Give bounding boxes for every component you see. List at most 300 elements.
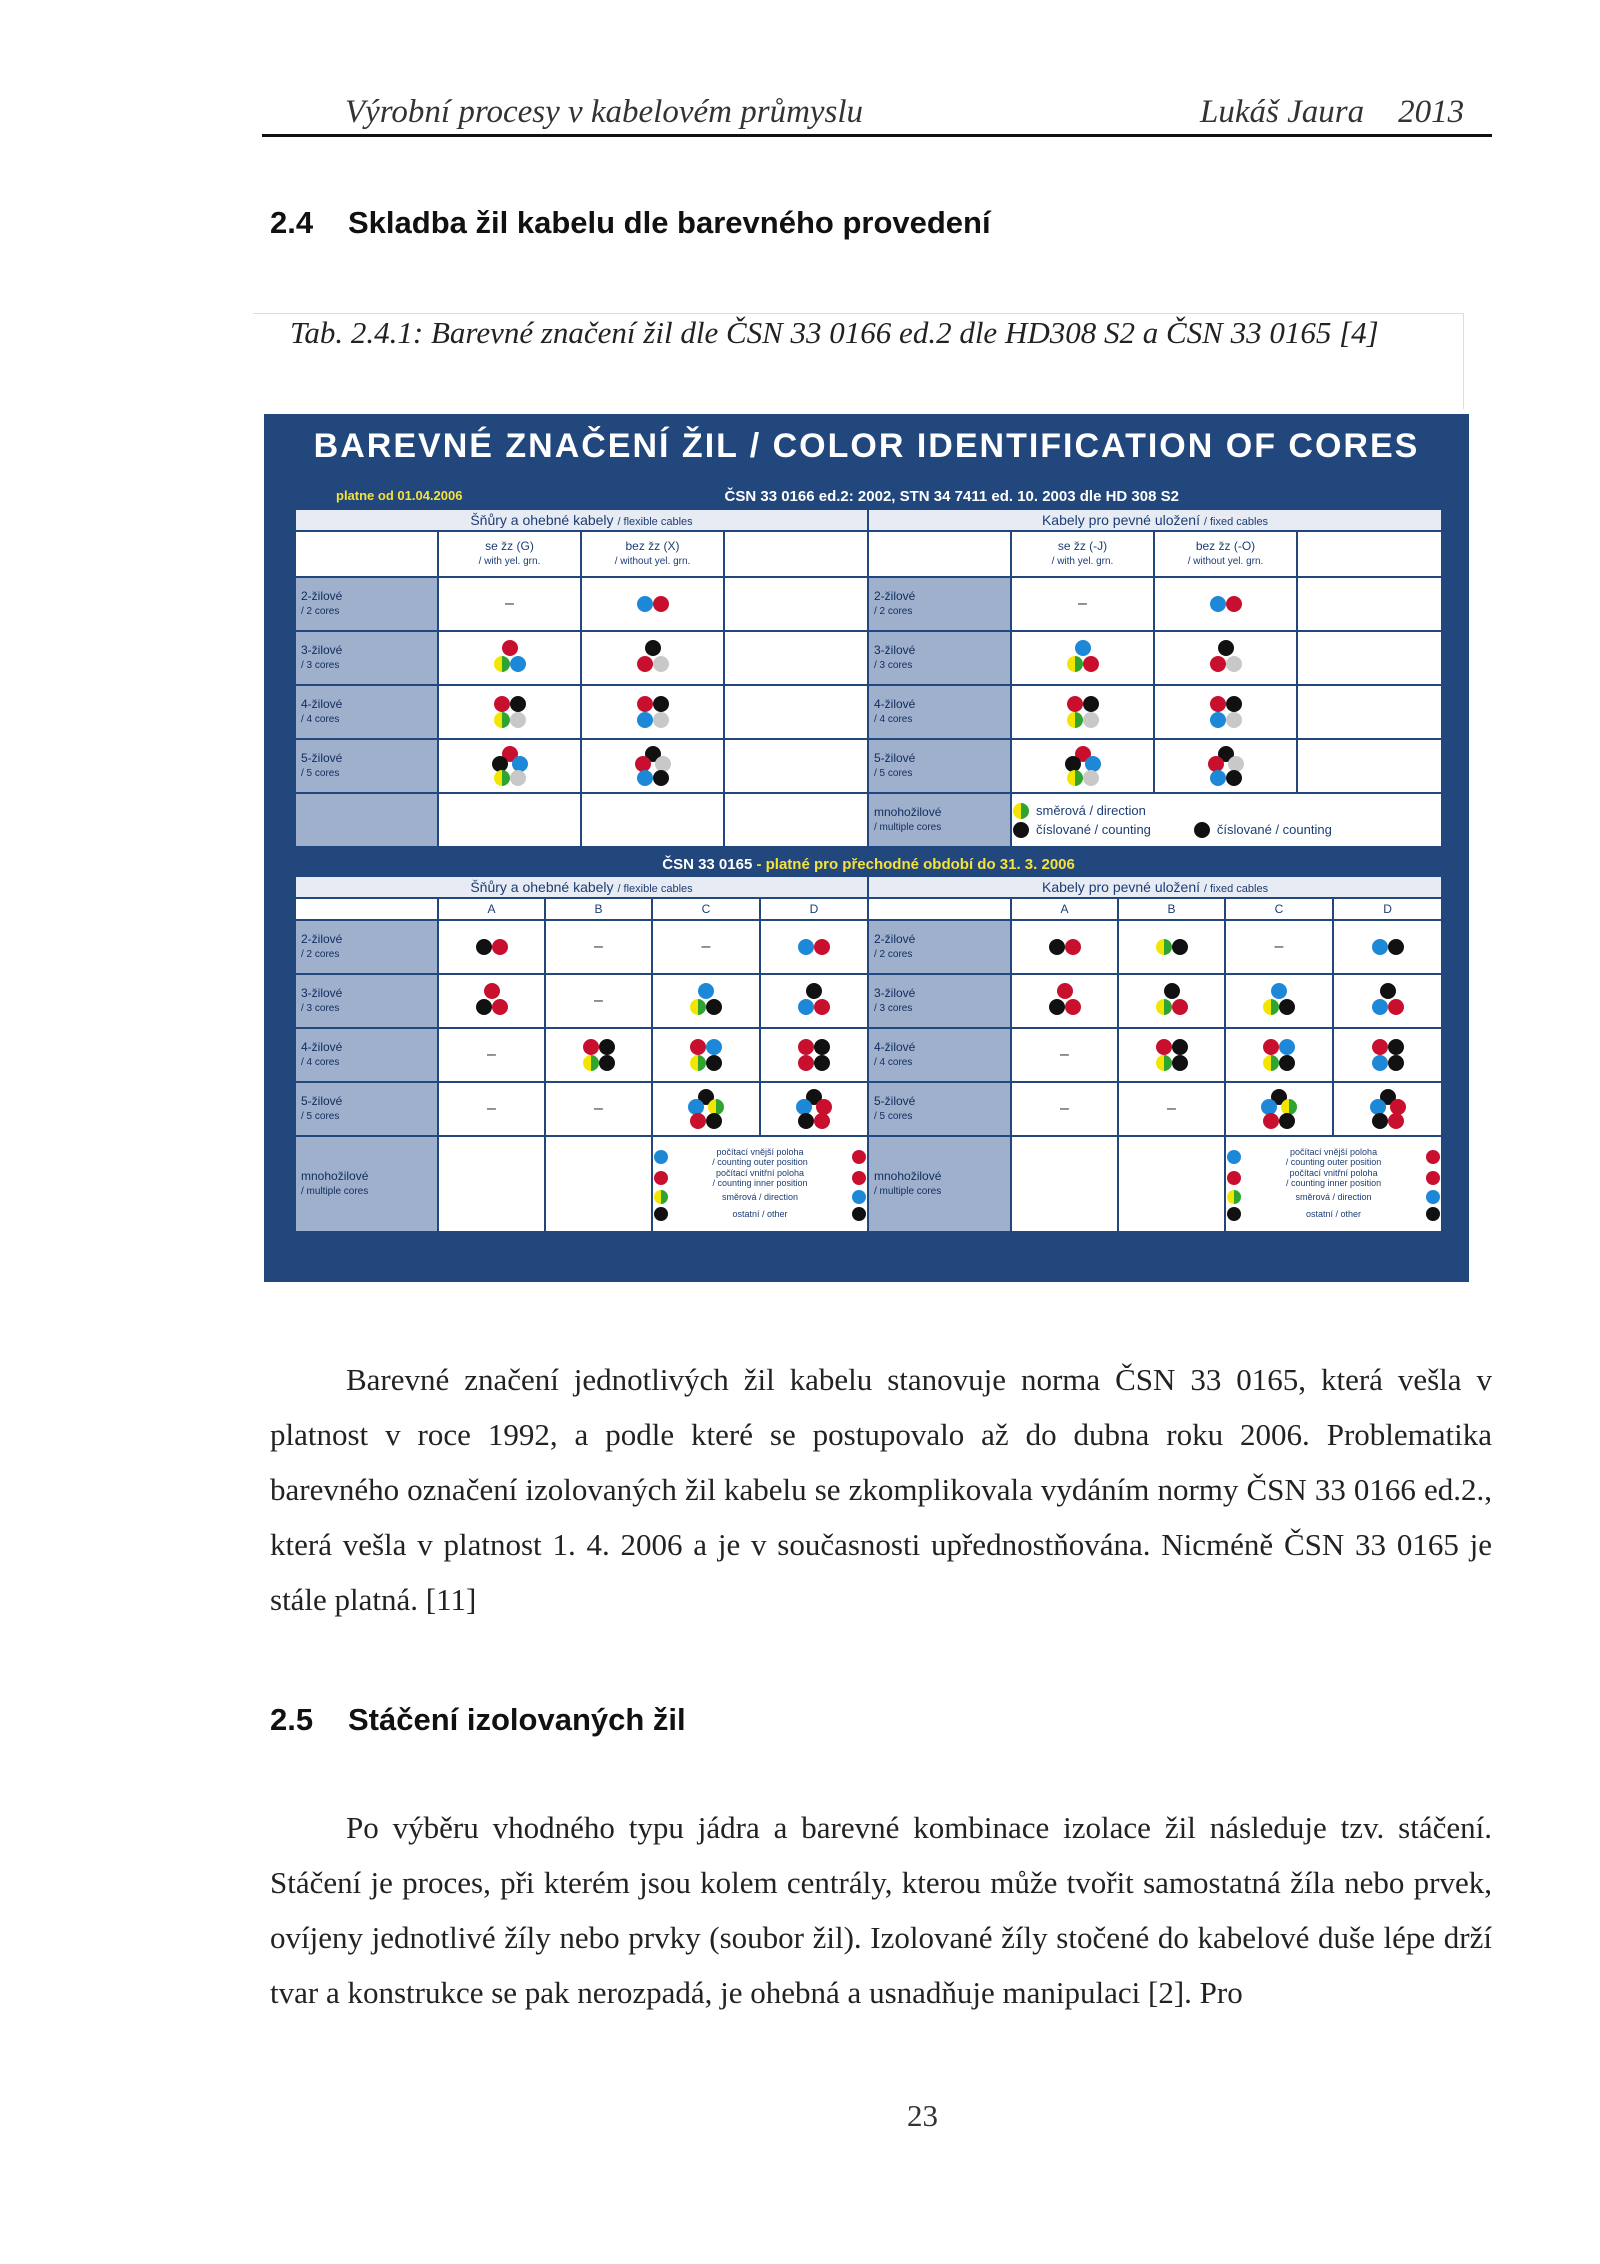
cores-icon: [1368, 1089, 1408, 1129]
empty-col: [1297, 531, 1442, 577]
paragraph-2: [270, 1800, 1492, 2020]
core-black: [599, 1039, 615, 1055]
red-mark-icon: [653, 1170, 669, 1186]
core-black: [1013, 822, 1029, 838]
row-label-3: [868, 631, 1011, 685]
core-green-half: [698, 1055, 706, 1071]
core-black: [1372, 1113, 1388, 1129]
core-red: [1065, 999, 1081, 1015]
core-blue: [796, 1099, 812, 1115]
core-black: [852, 1207, 866, 1221]
empty-cell: [438, 793, 581, 847]
direction-mark-icon: [1012, 802, 1030, 820]
multi-cz: mnohožilové: [874, 805, 942, 819]
row-label-4: [295, 1028, 438, 1082]
col-x-label: bez žz (X): [625, 539, 680, 553]
core-yellow-half: [1013, 803, 1021, 819]
core-black: [1279, 1113, 1295, 1129]
core-red: [1372, 1039, 1388, 1055]
core-blue: [637, 596, 653, 612]
core-green-half: [1164, 939, 1172, 955]
core-black: [1083, 696, 1099, 712]
row-label-2: [868, 920, 1011, 974]
legend-inner: [653, 1168, 867, 1188]
row-cz: 5-žilové: [874, 751, 916, 765]
dash-cell: –: [438, 1028, 545, 1082]
cores-cell: [545, 1028, 652, 1082]
legend-direction-text: směrová / direction: [1036, 802, 1146, 818]
cores-cell: [1118, 1028, 1225, 1082]
empty-corner: [868, 531, 1011, 577]
row-en: / 3 cores: [301, 660, 340, 671]
core-green-half: [1164, 999, 1172, 1015]
cores-icon: [686, 981, 726, 1021]
core-red: [1426, 1171, 1440, 1185]
core-black: [1172, 1055, 1188, 1071]
row-label-3: [295, 631, 438, 685]
col-j: [1011, 531, 1154, 577]
row-cz: 4-žilové: [301, 1040, 343, 1054]
cores-icon: [472, 981, 512, 1021]
fixed-cables-header: [868, 509, 1442, 531]
cores-icon: [686, 1035, 726, 1075]
core-black: [706, 1055, 722, 1071]
row-en: / 2 cores: [874, 606, 913, 617]
core-black: [654, 1207, 668, 1221]
black-mark-icon: [1425, 1206, 1441, 1222]
col-g: [438, 531, 581, 577]
cores-icon: [686, 1089, 726, 1129]
table-old-standard: [294, 851, 1443, 1233]
row-label-4: [868, 685, 1011, 739]
core-yellow-half: [1156, 1055, 1164, 1071]
fixed-header-en: / fixed cables: [1203, 516, 1269, 528]
core-blue: [798, 939, 814, 955]
dash-cell: –: [1011, 577, 1154, 631]
cores-icon: [1152, 981, 1192, 1021]
core-red: [637, 656, 653, 672]
standard-old-note: - platné pro přechodné období do 31. 3. 2006: [752, 855, 1075, 873]
legend-inner-text: počítací vnitřní poloha: [715, 1167, 805, 1178]
section-number: 2.4: [270, 205, 314, 240]
cores-icon: [1063, 638, 1103, 678]
legend-outer: [1226, 1147, 1441, 1167]
core-black: [510, 696, 526, 712]
fixed-cables-header-old: [868, 876, 1442, 898]
cores-cell: [1118, 920, 1225, 974]
core-blue: [698, 983, 714, 999]
core-black: [1194, 822, 1210, 838]
empty-cell: [1297, 631, 1442, 685]
cores-cell: [1225, 1082, 1333, 1136]
core-yellow-half: [1067, 656, 1075, 672]
core-red: [1065, 939, 1081, 955]
core-black: [1172, 1039, 1188, 1055]
core-green-half: [716, 1099, 724, 1115]
row-en: / 2 cores: [874, 949, 913, 960]
core-red: [798, 1039, 814, 1055]
blue-mark-icon: [851, 1189, 867, 1205]
valid-from: platne od 01.04.2006: [336, 487, 463, 503]
row-cz: 3-žilové: [301, 986, 343, 1000]
col-letter-b: B: [1118, 898, 1225, 920]
core-black: [1049, 999, 1065, 1015]
blue-mark-icon: [1226, 1149, 1242, 1165]
core-yellow-half: [1227, 1190, 1234, 1204]
multi-cz: mnohožilové: [301, 1169, 369, 1183]
legend-dir-text: směrová / direction: [1295, 1191, 1372, 1202]
cores-icon: [1206, 692, 1246, 732]
empty-cell: [545, 1136, 652, 1232]
row-en: / 3 cores: [301, 1003, 340, 1014]
legend-dir: [653, 1189, 867, 1205]
core-black: [1049, 939, 1065, 955]
core-blue: [512, 756, 528, 772]
page-number: 23: [907, 2098, 938, 2133]
core-red: [690, 1113, 706, 1129]
core-red: [1210, 656, 1226, 672]
core-grey: [1226, 656, 1242, 672]
core-yellow-half: [654, 1190, 661, 1204]
col-j-en: / with yel. grn.: [1051, 556, 1114, 567]
multi-legend-fixed: [1225, 1136, 1442, 1232]
legend-row-counting: [1012, 821, 1441, 839]
core-black: [814, 1055, 830, 1071]
legend-other-text: ostatní / other: [1306, 1208, 1362, 1219]
multi-legend-upper: [1011, 793, 1442, 847]
core-blue: [852, 1190, 866, 1204]
col-letter-d: D: [1333, 898, 1442, 920]
row-label-5: [295, 1082, 438, 1136]
core-grey: [510, 770, 526, 786]
core-red: [484, 983, 500, 999]
row-label-2: [868, 577, 1011, 631]
core-black: [1227, 1207, 1241, 1221]
cores-cell: [1333, 1082, 1442, 1136]
row-cz: 4-žilové: [301, 697, 343, 711]
cores-cell: [1011, 739, 1154, 793]
cores-icon: [1063, 746, 1103, 786]
row-en: / 5 cores: [301, 768, 340, 779]
row-cz: 5-žilové: [301, 1094, 343, 1108]
core-grey: [1228, 756, 1244, 772]
core-red: [814, 1113, 830, 1129]
col-j-label: se žz (-J): [1057, 539, 1108, 553]
cores-icon: [794, 1089, 834, 1129]
core-red: [816, 1099, 832, 1115]
core-black: [706, 1113, 722, 1129]
legend-inner-text: počítací vnitřní poloha: [1289, 1167, 1378, 1178]
core-yellow-half: [690, 1055, 698, 1071]
core-green-half: [1075, 770, 1083, 786]
cores-icon: [794, 1035, 834, 1075]
cores-icon: [1259, 1089, 1299, 1129]
cores-cell: [1333, 920, 1442, 974]
dash-cell: –: [545, 974, 652, 1028]
core-black: [1388, 1055, 1404, 1071]
core-blue: [1279, 1039, 1295, 1055]
row-en: / 3 cores: [874, 660, 913, 671]
row-en: / 4 cores: [874, 1057, 913, 1068]
black-mark-icon: [851, 1206, 867, 1222]
row-cz: 3-žilové: [874, 643, 916, 657]
cores-icon: [1368, 1035, 1408, 1075]
row-cz: 2-žilové: [874, 932, 916, 946]
running-header-author: [1200, 94, 1464, 131]
empty-cell: [581, 793, 724, 847]
core-red: [653, 596, 669, 612]
row-cz: 2-žilové: [301, 932, 343, 946]
core-blue: [1372, 939, 1388, 955]
cores-icon: [633, 584, 673, 624]
red-mark-icon: [851, 1170, 867, 1186]
cores-cell: [1154, 631, 1297, 685]
core-red: [852, 1150, 866, 1164]
cores-icon: [633, 746, 673, 786]
legend-outer: [653, 1147, 867, 1167]
core-blue: [1426, 1190, 1440, 1204]
legend-dir-text: směrová / direction: [721, 1191, 799, 1202]
cores-icon: [579, 1035, 619, 1075]
cores-icon: [490, 692, 530, 732]
empty-cell: [438, 1136, 545, 1232]
fixed-header-en: / fixed cables: [1203, 883, 1269, 895]
cores-icon: [490, 638, 530, 678]
legend-outer-text: počítací vnější poloha: [716, 1146, 804, 1157]
core-black: [814, 1039, 830, 1055]
core-blue: [1210, 770, 1226, 786]
figure-title: BAREVNÉ ZNAČENÍ ŽIL / COLOR IDENTIFICATION OF CORES: [313, 427, 1420, 465]
cores-cell: [760, 974, 868, 1028]
cores-icon: [633, 638, 673, 678]
cores-cell: [581, 631, 724, 685]
empty-cell: [724, 685, 868, 739]
cores-icon: [1259, 1035, 1299, 1075]
row-en: / 4 cores: [301, 1057, 340, 1068]
cores-cell: [1154, 739, 1297, 793]
cores-cell: [760, 920, 868, 974]
cores-cell: [1011, 631, 1154, 685]
core-red: [852, 1171, 866, 1185]
core-yellow-half: [1156, 999, 1164, 1015]
flex-header-en: / flexible cables: [617, 883, 693, 895]
core-green-half: [1271, 999, 1279, 1015]
core-blue: [706, 1039, 722, 1055]
cores-cell: [1333, 974, 1442, 1028]
cores-cell: [1225, 974, 1333, 1028]
cores-icon: [1063, 692, 1103, 732]
core-yellow-half: [494, 770, 502, 786]
col-x: [581, 531, 724, 577]
core-yellow-half: [1067, 770, 1075, 786]
standard-new-text: ČSN 33 0166 ed.2: 2002, STN 34 7411 ed. 10. 2003 dle HD 308 S2: [724, 487, 1179, 505]
row-label-2: [295, 920, 438, 974]
cores-cell: [438, 974, 545, 1028]
cores-icon: [1045, 927, 1085, 967]
row-cz: 4-žilové: [874, 1040, 916, 1054]
legend-inner-en: / counting inner position: [712, 1177, 808, 1188]
core-black: [645, 640, 661, 656]
col-o: [1154, 531, 1297, 577]
core-red: [494, 696, 510, 712]
empty-cell: [724, 739, 868, 793]
color-identification-figure: [264, 414, 1469, 1282]
core-blue: [1372, 1055, 1388, 1071]
core-green-half: [502, 770, 510, 786]
multi-en: / multiple cores: [301, 1186, 369, 1197]
row-label-3: [295, 974, 438, 1028]
standard-new-bar: [295, 483, 1442, 509]
core-grey: [1083, 712, 1099, 728]
empty-cell: [724, 577, 868, 631]
cores-cell: [1011, 974, 1118, 1028]
core-red: [1083, 656, 1099, 672]
core-blue: [1271, 983, 1287, 999]
empty-cell: [1297, 739, 1442, 793]
row-label-multi-empty: [295, 793, 438, 847]
core-green-half: [1271, 1055, 1279, 1071]
counting-mark-icon: [1012, 821, 1030, 839]
core-black: [1388, 1039, 1404, 1055]
core-black: [706, 999, 722, 1015]
cores-icon: [1045, 981, 1085, 1021]
core-black: [599, 1055, 615, 1071]
core-grey: [1226, 712, 1242, 728]
flex-header-cz: Šňůry a ohebné kabely: [470, 879, 614, 895]
cores-cell: [1118, 974, 1225, 1028]
core-black: [476, 999, 492, 1015]
dash-cell: –: [652, 920, 760, 974]
core-green-half: [698, 999, 706, 1015]
row-cz: 2-žilové: [301, 589, 343, 603]
core-red: [1263, 1113, 1279, 1129]
row-en: / 2 cores: [301, 606, 340, 617]
row-en: / 5 cores: [874, 1111, 913, 1122]
col-g-label: se žz (G): [485, 539, 534, 553]
core-black: [653, 770, 669, 786]
paragraph-1-text: Barevné značení jednotlivých žil kabelu stanovuje norma ČSN 33 0165, která vešla v platnost v roce 1992, a podle které se postupovalo až do dubna roku 2006. Problematika barevného označení izolovaných žil kabelu se zkomplikovala vydáním normy ČSN 33 0166 ed.2., která vešla v platnost 1. 4. 2006 a je v současnosti upřednostňována. Nicméně ČSN 33 0165 je stále platná. [11]: [270, 1362, 1492, 1617]
section-number: 2.5: [270, 1702, 314, 1737]
core-black: [1065, 756, 1081, 772]
blue-mark-icon: [1425, 1189, 1441, 1205]
col-g-en: / with yel. grn.: [478, 556, 541, 567]
core-black: [653, 696, 669, 712]
row-label-5: [868, 739, 1011, 793]
legend-other-text: ostatní / other: [732, 1208, 788, 1219]
row-en: / 4 cores: [301, 714, 340, 725]
legend-counting-text-2: číslované / counting: [1216, 821, 1332, 837]
legend-counting-text: číslované / counting: [1036, 821, 1151, 837]
core-red: [1390, 1099, 1406, 1115]
row-label-multi: [868, 1136, 1011, 1232]
cores-cell: [1225, 1028, 1333, 1082]
core-yellow-half: [1263, 999, 1271, 1015]
flex-cables-header-old: [295, 876, 868, 898]
dash-cell: –: [1225, 920, 1333, 974]
core-yellow-half: [494, 712, 502, 728]
running-header-title: Výrobní procesy v kabelovém průmyslu: [345, 94, 864, 130]
core-black: [1426, 1207, 1440, 1221]
core-blue: [1227, 1150, 1241, 1164]
row-label-multi: [295, 1136, 438, 1232]
core-red: [637, 696, 653, 712]
empty-cell: [1297, 577, 1442, 631]
legend-dir: [1226, 1189, 1441, 1205]
cores-cell: [652, 1028, 760, 1082]
row-label-multi: [868, 793, 1011, 847]
core-red: [502, 640, 518, 656]
core-black: [1380, 983, 1396, 999]
fixed-header-cz: Kabely pro pevné uložení: [1042, 879, 1200, 895]
core-red: [1067, 696, 1083, 712]
core-red: [1388, 999, 1404, 1015]
black-mark-icon: [1226, 1206, 1242, 1222]
row-cz: 3-žilové: [301, 643, 343, 657]
dash-cell: –: [545, 920, 652, 974]
core-blue: [654, 1150, 668, 1164]
row-en: / 5 cores: [301, 1111, 340, 1122]
section-heading-2-4: [270, 205, 991, 241]
col-letter-b: B: [545, 898, 652, 920]
legend-other: [653, 1206, 867, 1222]
row-label-5: [295, 739, 438, 793]
row-cz: 3-žilové: [874, 986, 916, 1000]
core-red: [1426, 1150, 1440, 1164]
cores-icon: [1259, 981, 1299, 1021]
core-red: [1388, 1113, 1404, 1129]
cores-icon: [633, 692, 673, 732]
dash-cell: –: [1118, 1082, 1225, 1136]
multi-en: / multiple cores: [874, 1186, 942, 1197]
col-letter-a: A: [1011, 898, 1118, 920]
cores-cell: [438, 920, 545, 974]
cores-cell: [438, 739, 581, 793]
core-black: [1164, 983, 1180, 999]
core-red: [1057, 983, 1073, 999]
core-green-half: [1075, 656, 1083, 672]
core-black: [798, 1113, 814, 1129]
core-black: [1279, 999, 1295, 1015]
dash-cell: –: [545, 1082, 652, 1136]
dash-cell: –: [438, 1082, 545, 1136]
empty-cell: [1297, 685, 1442, 739]
core-blue: [1261, 1099, 1277, 1115]
cores-cell: [760, 1082, 868, 1136]
multi-cz: mnohožilové: [874, 1169, 942, 1183]
cores-cell: [1154, 685, 1297, 739]
cores-cell: [1333, 1028, 1442, 1082]
core-green-half: [502, 712, 510, 728]
paragraph-2-text: Po výběru vhodného typu jádra a barevné kombinace izolace žil následuje tzv. stáčení. Stáčení je proces, při kterém jsou kolem centrály, kterou může tvořit samostatná žíla nebo prvek, ovíjeny jednotlivé žíly nebo prvky (soubor žil). Izolované žíly stočené do kabelové duše lépe drží tvar a konstrukce se pak nerozpadá, je ohebná a usnadňuje manipulaci [2]. Pro: [270, 1810, 1492, 2010]
core-green-half: [1234, 1190, 1241, 1204]
empty-corner: [868, 898, 1011, 920]
red-mark-icon: [1226, 1170, 1242, 1186]
core-red: [1208, 756, 1224, 772]
core-green-half: [591, 1055, 599, 1071]
legend-outer-en: / counting outer position: [1285, 1156, 1382, 1167]
core-grey: [653, 712, 669, 728]
row-en: / 2 cores: [301, 949, 340, 960]
black-mark-icon: [653, 1206, 669, 1222]
counting-mark-icon: [1193, 821, 1211, 839]
empty-cell: [724, 793, 868, 847]
row-cz: 4-žilové: [874, 697, 916, 711]
core-red: [1210, 696, 1226, 712]
core-blue: [798, 999, 814, 1015]
core-blue: [1210, 596, 1226, 612]
cores-icon: [1368, 981, 1408, 1021]
direction-mark-icon: [1226, 1189, 1242, 1205]
